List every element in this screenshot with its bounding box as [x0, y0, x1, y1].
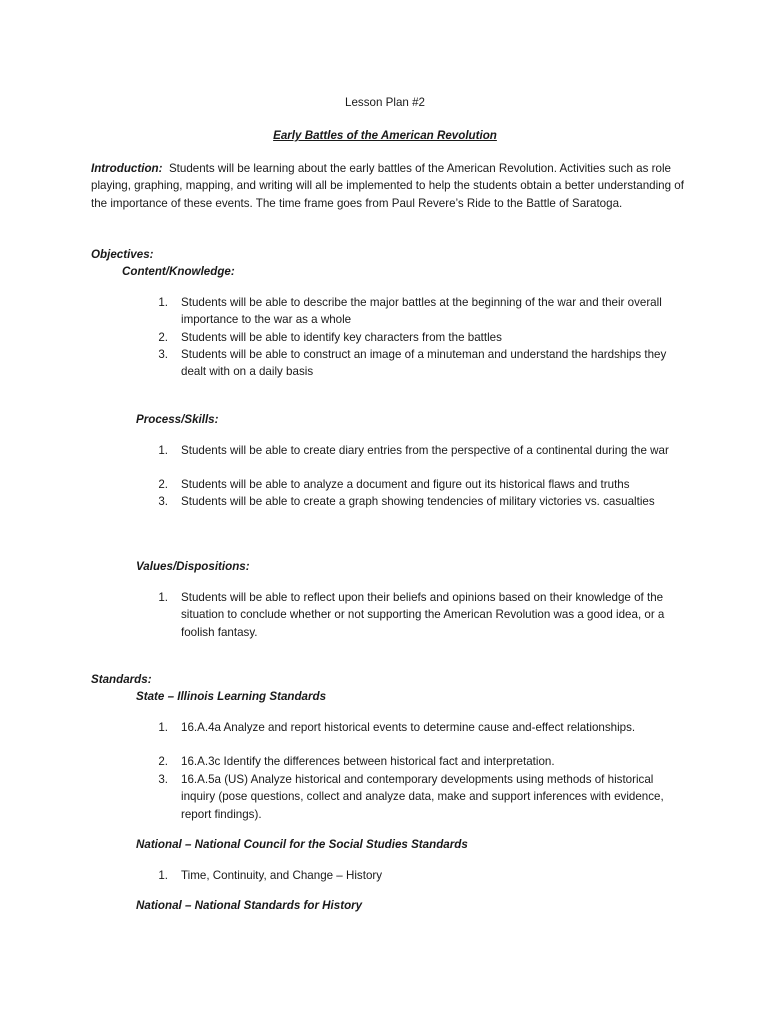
list-item: Students will be able to analyze a document and figure out its historical flaws and truths: [181, 478, 630, 491]
ncss-standards-heading: National – National Council for the Social Studies Standards: [136, 838, 468, 851]
list-number: 3.: [158, 495, 168, 508]
state-standards-heading: State – Illinois Learning Standards: [136, 690, 327, 703]
list-number: 3.: [158, 773, 168, 786]
list-item: Students will be able to create a graph showing tendencies of military victories vs. casualties: [181, 495, 655, 508]
list-item: Time, Continuity, and Change – History: [181, 869, 383, 882]
list-number: 3.: [158, 348, 168, 361]
list-number: 2.: [158, 478, 168, 491]
list-number: 1.: [158, 869, 168, 882]
nsh-standards-heading: National – National Standards for History: [136, 899, 363, 912]
objectives-heading: Objectives:: [91, 248, 154, 261]
list-item: Students will be able to create diary entries from the perspective of a continental during the war: [181, 444, 669, 457]
process-skills-heading: Process/Skills:: [136, 413, 219, 426]
list-number: 2.: [158, 331, 168, 344]
introduction-paragraph: [91, 160, 691, 212]
content-knowledge-heading: Content/Knowledge:: [122, 265, 235, 278]
list-item: 16.A.5a (US) Analyze historical and contemporary developments using methods of historical inquiry (pose questions, collect and analyze data, make and support inferences with evidence, report findings).: [181, 773, 664, 821]
list-number: 1.: [158, 591, 168, 604]
list-item: Students will be able to describe the major battles at the beginning of the war and their overall importance to the war as a whole: [181, 296, 662, 327]
list-item: Students will be able to identify key characters from the battles: [181, 331, 502, 344]
list-item: 16.A.4a Analyze and report historical events to determine cause and-effect relationships.: [181, 721, 636, 734]
introduction-text: Students will be learning about the early battles of the American Revolution. Activities such as role playing, graphing, mapping, and writing will all be implemented to help the students obtain a better understanding of the importance of these events. The time frame goes from Paul Revere’s Ride to the Battle of Saratoga.: [91, 162, 684, 210]
values-dispositions-heading: Values/Dispositions:: [136, 560, 250, 573]
standards-heading: Standards:: [91, 673, 152, 686]
list-number: 2.: [158, 755, 168, 768]
list-number: 1.: [158, 444, 168, 457]
list-item: Students will be able to construct an image of a minuteman and understand the hardships they dealt with on a daily basis: [181, 348, 667, 379]
list-number: 1.: [158, 296, 168, 309]
list-item: Students will be able to reflect upon their beliefs and opinions based on their knowledge of the situation to conclude whether or not supporting the American Revolution was a good idea, or a foolish fantasy.: [181, 591, 665, 639]
introduction-label: Introduction:: [91, 162, 163, 175]
list-item: 16.A.3c Identify the differences between historical fact and interpretation.: [181, 755, 555, 768]
lesson-title: Early Battles of the American Revolution: [273, 129, 497, 142]
lesson-plan-number: Lesson Plan #2: [345, 96, 425, 109]
list-number: 1.: [158, 721, 168, 734]
